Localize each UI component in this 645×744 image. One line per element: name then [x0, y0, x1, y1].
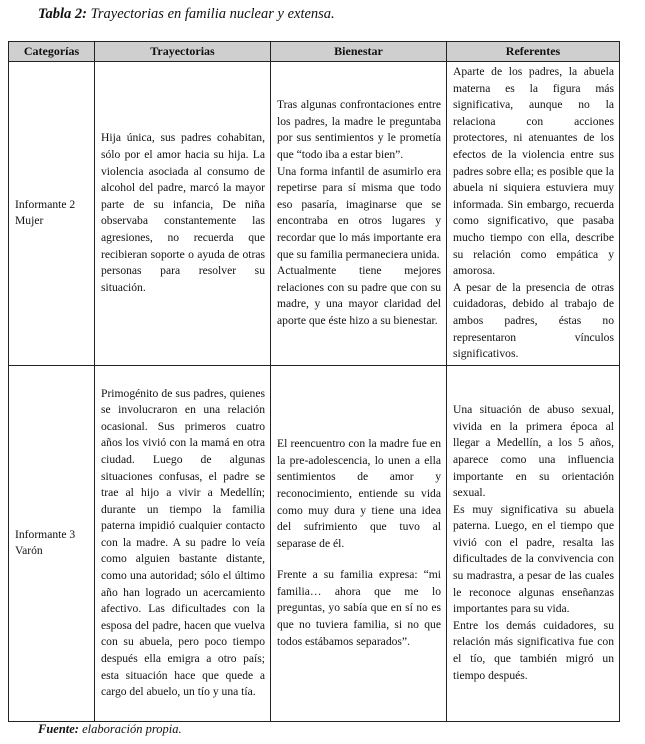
table-row: [9, 365, 620, 721]
referentes-text: Aparte de los padres, la abuela materna es la figura más significativa, aunque no la relaciona con acciones protectores, ni atenuantes de los efectos de la violencia entre sus padres sobre ella; es posible que la abuela ni siquiera estuviera muy informada. Sin embargo, recuerda como significativo, que pasaba mucho tiempo con ella, describe su relación como empática y amorosa.: [453, 65, 614, 278]
bienestar-cell: [271, 62, 447, 366]
bienestar-cell: [271, 365, 447, 721]
bienestar-text: Actualmente tiene mejores relaciones con su padre que con su madre, y una mayor claridad del aporte que éste hizo a su bienestar.: [277, 264, 441, 327]
bienestar-text: Una forma infantil de asumirlo era repetirse para sí misma que todo eso pasaría, imaginarse que se encontraba en otros lugares y recordar que lo más importante era que su familia permaneciera unida.: [277, 164, 441, 261]
header-categorias: Categorías: [9, 42, 95, 62]
header-trayectorias: Trayectorias: [95, 42, 271, 62]
referentes-text: Una situación de abuso sexual, vivida en la primera época al llegar a Medellín, a los 5 años, aparece como una influencia importante en su orientación sexual.: [453, 403, 614, 500]
category-label: Informante 3: [15, 527, 76, 541]
trayectorias-cell: [95, 365, 271, 721]
source-text: elaboración propia.: [82, 722, 182, 736]
caption-label: Tabla 2:: [38, 6, 88, 22]
table-source: [38, 722, 182, 737]
bienestar-text: El reencuentro con la madre fue en la pre-adolescencia, lo unen a ella sentimientos de amor y reconocimiento, entiende su vida como muy dura y tiene una idea del sufrimiento que tuvo al separase de él.: [277, 437, 441, 550]
category-cell: [9, 365, 95, 721]
referentes-text: Entre los demás cuidadores, su relación más significativa fue con el tío, que también migró un tiempo después.: [453, 618, 614, 682]
table-caption: [38, 6, 335, 23]
trayectorias-text: Primogénito de sus padres, quienes se involucraron en una relación ocasional. Sus primeros cuatro años los vivió con la mamá en otra ciudad. Luego de algunas situaciones confusas, el padre se trae al hijo a vivir a Medellín; durante un tiempo la familia paterna impidió cualquier contacto con la madre. A su padre lo veía como alguien bastante distante, como una autoridad; sólo el último año han logrado un acercamiento afectivo. Las dificultades con la esposa del padre, hacen que vuelva con su abuela, pero poco tiempo después ella emigra a otro país; esta situación hace que quede a cargo del abuelo, un tío y una tía.: [101, 386, 265, 699]
category-gender: Varón: [15, 544, 43, 558]
bienestar-text: Tras algunas confrontaciones entre los padres, la madre le preguntaba por sus sentimientos y le prometía que “todo iba a estar bien”.: [277, 98, 441, 161]
header-row: [9, 42, 620, 62]
category-gender: Mujer: [15, 214, 44, 228]
header-referentes: Referentes: [447, 42, 620, 62]
paragraph-gap: [277, 552, 441, 567]
bienestar-text: Frente a su familia expresa: “mi familia… ahora que me lo preguntas, yo sabía que en sí no es que no tuviera familia, si no que todos estábamos separados”.: [277, 568, 441, 648]
source-label: Fuente:: [38, 722, 79, 736]
referentes-cell: [447, 62, 620, 366]
category-cell: [9, 62, 95, 366]
category-label: Informante 2: [15, 197, 76, 211]
trajectories-table: [8, 41, 620, 722]
trayectorias-text: Hija única, sus padres cohabitan, sólo por el amor hacia su hija. La violencia asociada al consumo de alcohol del padre, marcó la mayor parte de su infancia, De niña observaba constantemente las agresiones, no recuerda que recibieran soporte o ayuda de otras personas para resolver su situación.: [101, 131, 265, 294]
trayectorias-cell: [95, 62, 271, 366]
header-bienestar: Bienestar: [271, 42, 447, 62]
referentes-text: A pesar de la presencia de otras cuidadoras, debido al trabajo de ambos padres, éstas no representaron vínculos significativos.: [453, 280, 614, 361]
caption-text: Trayectorias en familia nuclear y extensa.: [90, 6, 335, 22]
table-row: [9, 62, 620, 366]
referentes-text: Es muy significativa su abuela paterna. Luego, en el tiempo que vivió con el padre, resalta las dificultades de la convivencia con su madrastra, a pesar de las cuales le reconoce algunas enseñanzas importantes para su vida.: [453, 502, 614, 616]
referentes-cell: [447, 365, 620, 721]
